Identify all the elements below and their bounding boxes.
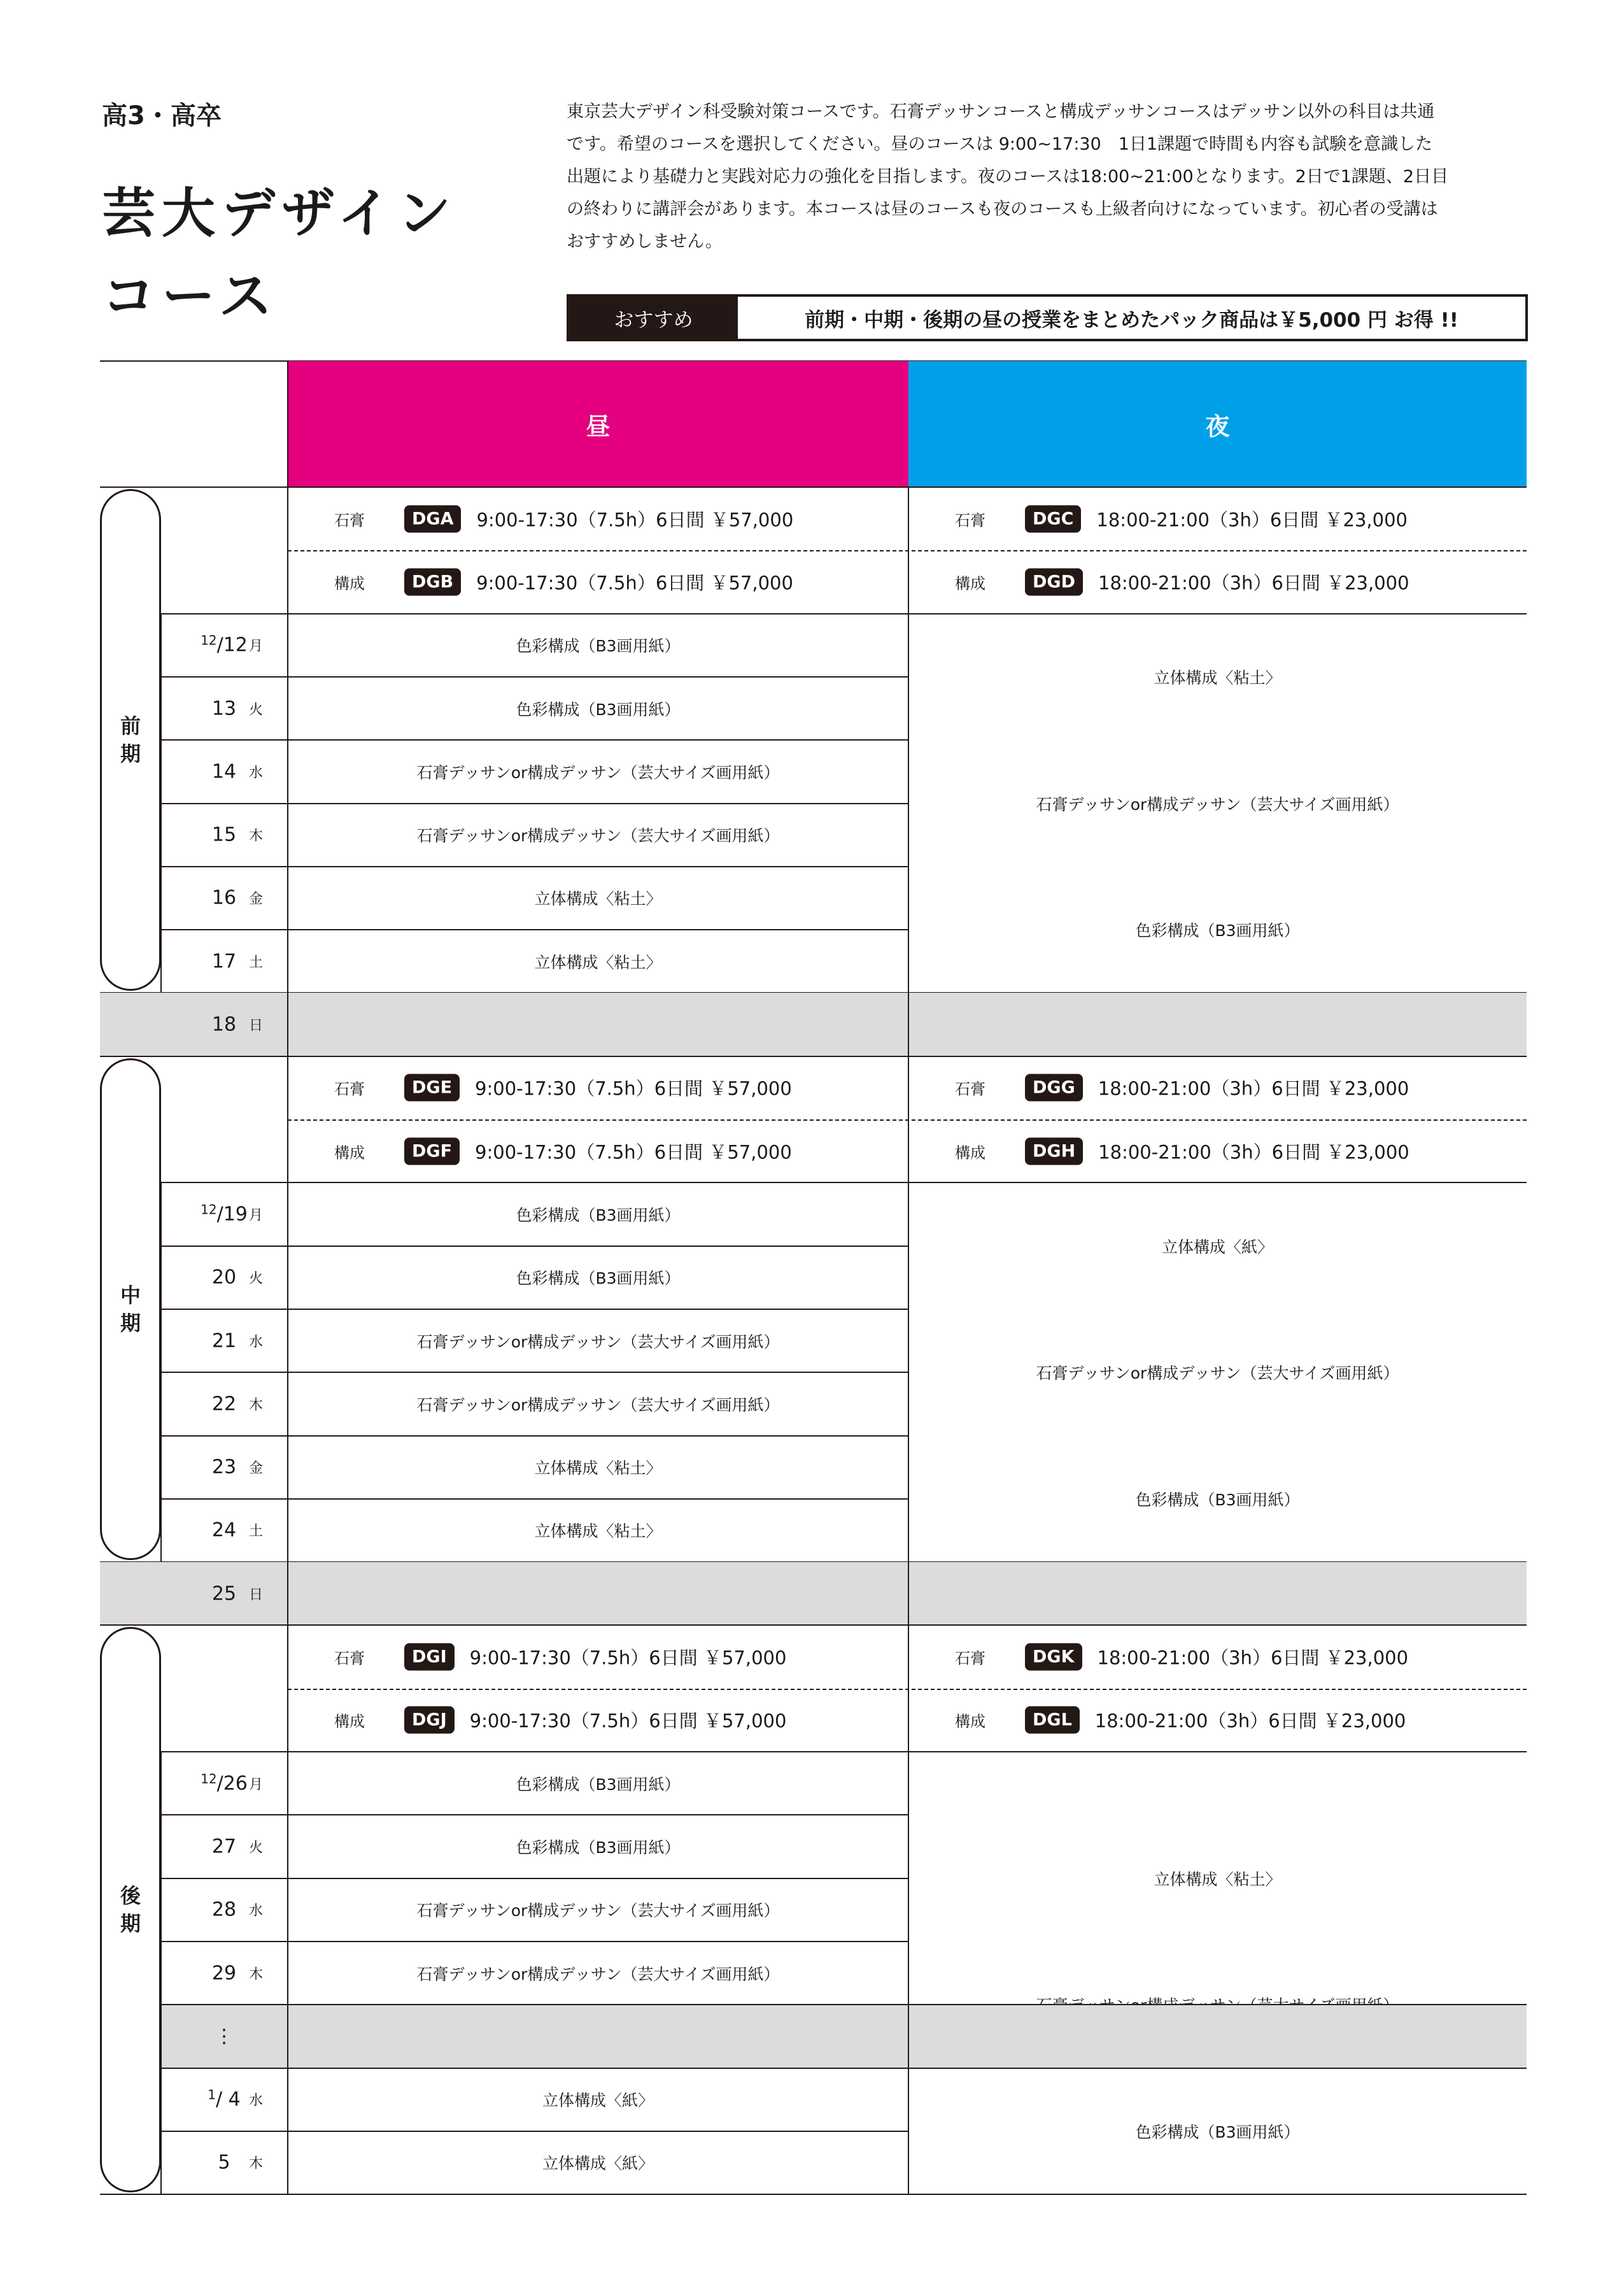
course-code-badge: DGH [1025, 1137, 1083, 1165]
column-divider [287, 1562, 288, 1625]
date-label: ⋮ [215, 2025, 234, 2048]
night-class-cell: 色彩構成（B3画用紙） [1135, 1490, 1300, 1509]
holiday-date: 25 [211, 1582, 237, 1605]
course-detail: 18:00-21:00（3h）6日間 ￥23,000 [1094, 1710, 1406, 1732]
course-code-badge: DGJ [404, 1707, 455, 1734]
course-kind: 石膏 [955, 1649, 985, 1668]
column-divider [908, 487, 909, 993]
course-code-badge: DGL [1025, 1707, 1080, 1734]
night-class-cell: 石膏デッサンor構成デッサン（芸大サイズ画用紙） [1036, 795, 1399, 814]
date-label: 20 [211, 1266, 237, 1289]
night-class-cell: 石膏デッサンor構成デッサン（芸大サイズ画用紙） [1036, 1364, 1399, 1383]
course-option [334, 1644, 786, 1671]
course-kind: 構成 [334, 1144, 365, 1162]
column-divider [908, 1056, 909, 1562]
course-kind: 構成 [955, 1712, 985, 1731]
date-label: 16 [211, 886, 237, 909]
date-label: 28 [211, 1898, 237, 1921]
row-divider [161, 1435, 908, 1437]
weekday-label: 火 [248, 702, 264, 718]
course-detail: 18:00-21:00（3h）6日間 ￥23,000 [1098, 1141, 1409, 1163]
row-divider [161, 1941, 908, 1942]
night-class-cell: 立体構成〈粘土〉 [1154, 668, 1282, 687]
course-detail: 18:00-21:00（3h）6日間 ￥23,000 [1098, 572, 1409, 594]
course-divider [288, 550, 1527, 551]
day-class-cell: 立体構成〈粘土〉 [534, 1522, 662, 1541]
row-divider [161, 2004, 1527, 2005]
row-divider [161, 613, 1527, 614]
weekday-label: 土 [248, 955, 264, 971]
weekday-label: 月 [248, 1777, 264, 1793]
term-label: 中期 [120, 1282, 141, 1335]
row-divider [161, 1878, 908, 1879]
date-label: $^{12}$/26 [201, 1771, 248, 1795]
weekday-label: 火 [248, 1840, 264, 1856]
recommend-badge: おすすめ [569, 297, 738, 339]
course-divider [288, 1689, 1527, 1690]
course-detail: 18:00-21:00（3h）6日間 ￥23,000 [1098, 1077, 1409, 1100]
date-label: 22 [211, 1393, 237, 1416]
course-option [334, 1707, 786, 1734]
day-class-cell: 色彩構成（B3画用紙） [516, 1269, 681, 1288]
day-class-cell: 立体構成〈粘土〉 [534, 953, 662, 972]
course-code-badge: DGG [1025, 1074, 1083, 1102]
day-column-header: 昼 [288, 361, 908, 487]
date-label: 21 [211, 1330, 237, 1352]
course-option [334, 1137, 792, 1165]
day-class-cell: 石膏デッサンor構成デッサン（芸大サイズ画用紙） [416, 1901, 780, 1920]
course-kind: 石膏 [334, 1080, 365, 1098]
description-line: おすすめしません。 [567, 232, 723, 252]
course-kind: 石膏 [334, 1649, 365, 1668]
course-option [955, 568, 1409, 595]
day-class-cell: 石膏デッサンor構成デッサン（芸大サイズ画用紙） [416, 763, 780, 782]
course-code-badge: DGK [1025, 1644, 1082, 1671]
course-code-badge: DGD [1025, 568, 1083, 595]
column-divider [287, 1056, 288, 1562]
row-divider [100, 486, 1527, 488]
weekday-label: 土 [248, 1523, 264, 1540]
holiday-row [100, 993, 1527, 1056]
course-divider [288, 1119, 1527, 1121]
row-divider [161, 1309, 908, 1310]
course-kind: 石膏 [334, 511, 365, 530]
column-divider [287, 993, 288, 1056]
date-label: $^{12}$/12 [201, 632, 248, 657]
row-divider [100, 2194, 1527, 2195]
date-label: 24 [211, 1519, 237, 1542]
day-class-cell: 色彩構成（B3画用紙） [516, 1205, 681, 1225]
weekday-label: 月 [248, 1207, 264, 1224]
row-divider [161, 2068, 1527, 2069]
day-class-cell: 色彩構成（B3画用紙） [516, 1838, 681, 1857]
course-title-line2: コース [102, 265, 279, 327]
day-class-cell: 立体構成〈紙〉 [542, 2154, 654, 2173]
course-detail: 9:00-17:30（7.5h）6日間 ￥57,000 [469, 1710, 787, 1732]
row-divider [100, 1056, 1527, 1057]
weekday-label: 木 [248, 828, 264, 844]
course-code-badge: DGA [404, 505, 461, 532]
night-class-cell: 色彩構成（B3画用紙） [1135, 921, 1300, 941]
description-line: の終わりに講評会があります。本コースは昼のコースも夜のコースも上級者向けになっています。初心者の受講は [567, 199, 1438, 219]
column-divider [287, 487, 288, 993]
course-kind: 石膏 [955, 1080, 985, 1098]
date-label: 5 [218, 2151, 230, 2174]
weekday-label: 日 [248, 1587, 264, 1603]
row-divider [161, 1246, 908, 1247]
course-kind: 構成 [334, 574, 365, 593]
gap-row-night [909, 2005, 1527, 2068]
weekday-label: 木 [248, 2155, 264, 2172]
course-option [334, 1074, 792, 1102]
course-option [955, 1707, 1406, 1734]
date-label: 27 [211, 1835, 237, 1858]
column-divider [908, 1562, 909, 1625]
weekday-label: 月 [248, 638, 264, 655]
description-line: 出題により基礎力と実践対応力の強化を目指します。夜のコースは18:00~21:00となります。2日で1課題、2日目 [567, 167, 1449, 187]
row-divider [100, 1624, 1527, 1626]
course-option [334, 568, 793, 595]
day-class-cell: 石膏デッサンor構成デッサン（芸大サイズ画用紙） [416, 1395, 780, 1414]
grade-label: 高3・高卒 [102, 101, 222, 131]
date-label: $^1$/ 4 [208, 2087, 241, 2111]
row-divider [161, 1182, 1527, 1183]
column-divider [287, 361, 288, 487]
course-detail: 9:00-17:30（7.5h）6日間 ￥57,000 [475, 1141, 792, 1163]
date-label: 13 [211, 697, 237, 720]
night-class-cell: 立体構成〈紙〉 [1161, 1237, 1274, 1256]
date-label: 15 [211, 823, 237, 846]
description-line: です。希望のコースを選択してください。昼のコースは 9:00~17:30 1日1課題で時間も内容も試験を意識した [567, 134, 1433, 154]
description-line: 東京芸大デザイン科受験対策コースです。石膏デッサンコースと構成デッサンコースはデッサン以外の科目は共通 [567, 102, 1435, 122]
course-option [334, 505, 793, 532]
course-detail: 9:00-17:30（7.5h）6日間 ￥57,000 [476, 509, 794, 531]
course-code-badge: DGE [404, 1074, 460, 1102]
night-class-cell: 立体構成〈粘土〉 [1154, 1870, 1282, 1889]
weekday-label: 水 [248, 2092, 264, 2109]
weekday-label: 水 [248, 1334, 264, 1351]
row-divider [161, 1498, 908, 1500]
day-class-cell: 色彩構成（B3画用紙） [516, 700, 681, 719]
row-divider [161, 929, 908, 930]
row-divider [161, 2131, 908, 2132]
weekday-label: 金 [248, 891, 264, 907]
row-divider [161, 739, 908, 741]
day-class-cell: 立体構成〈粘土〉 [534, 890, 662, 909]
course-code-badge: DGF [404, 1137, 460, 1165]
weekday-label: 水 [248, 1903, 264, 1919]
course-kind: 構成 [955, 574, 985, 593]
night-class-cell: 色彩構成（B3画用紙） [1135, 2122, 1300, 2141]
day-class-cell: 立体構成〈紙〉 [542, 2091, 654, 2110]
day-class-cell: 色彩構成（B3画用紙） [516, 1775, 681, 1794]
row-divider [161, 1372, 908, 1373]
course-code-badge: DGI [404, 1644, 455, 1671]
date-label: $^{12}$/19 [201, 1202, 248, 1226]
row-divider [161, 676, 908, 678]
row-divider [161, 1751, 1527, 1752]
course-code-badge: DGB [404, 568, 461, 595]
course-option [955, 1074, 1409, 1102]
date-label: 14 [211, 760, 237, 783]
course-title-line1: 芸大デザイン [102, 182, 458, 245]
date-label: 29 [211, 1962, 237, 1985]
date-label: 17 [211, 950, 237, 973]
recommend-text: 前期・中期・後期の昼の授業をまとめたパック商品は￥5,000 円 お得 !! [805, 308, 1458, 332]
weekday-label: 火 [248, 1270, 264, 1287]
column-divider [908, 1625, 909, 2194]
weekday-label: 木 [248, 1966, 264, 1983]
weekday-label: 木 [248, 1397, 264, 1414]
course-detail: 18:00-21:00（3h）6日間 ￥23,000 [1097, 1647, 1409, 1669]
row-divider [161, 866, 908, 867]
holiday-date: 18 [211, 1013, 237, 1036]
column-divider [908, 993, 909, 1056]
term-label: 前期 [120, 714, 141, 767]
course-detail: 18:00-21:00（3h）6日間 ￥23,000 [1096, 509, 1408, 531]
day-class-cell: 石膏デッサンor構成デッサン（芸大サイズ画用紙） [416, 1332, 780, 1351]
course-detail: 9:00-17:30（7.5h）6日間 ￥57,000 [469, 1647, 787, 1669]
row-divider [161, 1814, 908, 1815]
night-column-header: 夜 [908, 361, 1527, 487]
date-label: 23 [211, 1456, 237, 1479]
course-detail: 9:00-17:30（7.5h）6日間 ￥57,000 [475, 1077, 792, 1100]
day-class-cell: 色彩構成（B3画用紙） [516, 637, 681, 656]
column-divider [287, 1625, 288, 2194]
course-kind: 構成 [955, 1144, 985, 1162]
course-option [955, 1137, 1409, 1165]
course-detail: 9:00-17:30（7.5h）6日間 ￥57,000 [476, 572, 793, 594]
course-option [955, 1644, 1408, 1671]
weekday-label: 日 [248, 1018, 264, 1034]
course-kind: 石膏 [955, 511, 985, 530]
weekday-label: 金 [248, 1460, 264, 1477]
course-code-badge: DGC [1025, 505, 1081, 532]
day-class-cell: 石膏デッサンor構成デッサン（芸大サイズ画用紙） [416, 827, 780, 846]
course-kind: 構成 [334, 1712, 365, 1731]
row-divider [161, 803, 908, 804]
course-option [955, 505, 1408, 532]
holiday-row [100, 1562, 1527, 1625]
term-label: 後期 [120, 1884, 141, 1936]
day-class-cell: 立体構成〈粘土〉 [534, 1459, 662, 1478]
day-class-cell: 石膏デッサンor構成デッサン（芸大サイズ画用紙） [416, 1964, 780, 1984]
weekday-label: 水 [248, 765, 264, 781]
